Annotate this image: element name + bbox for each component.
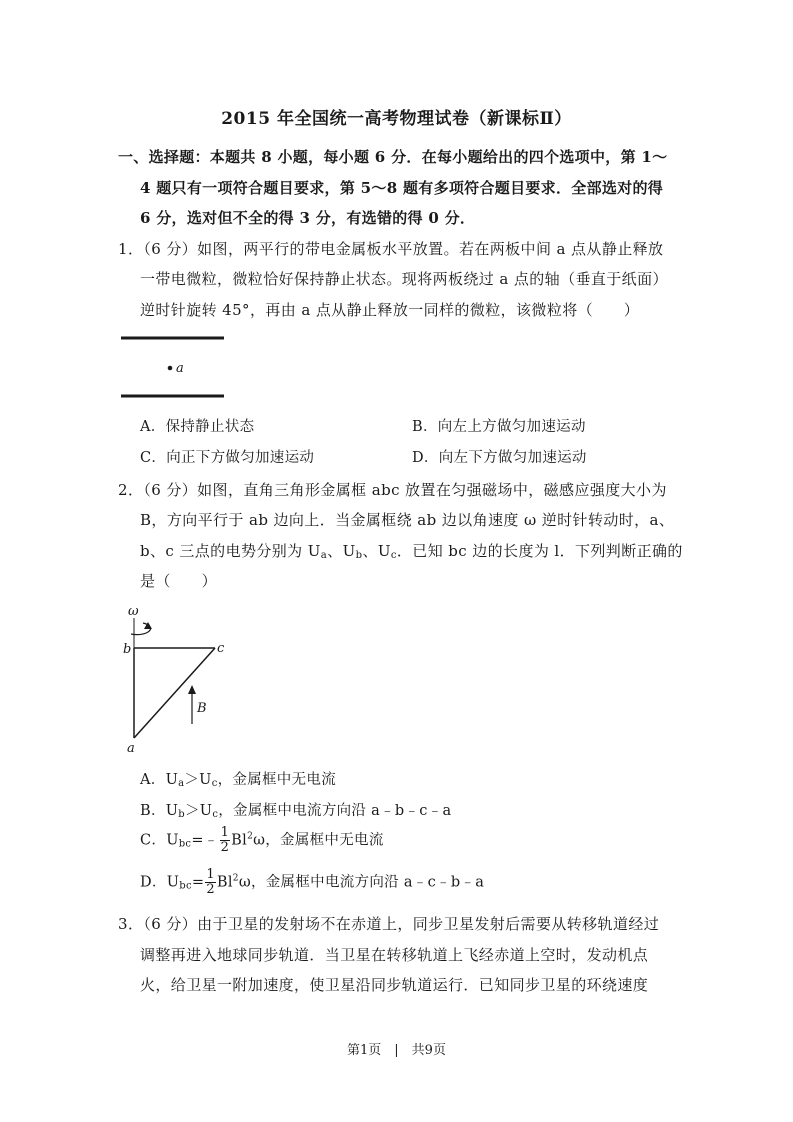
section-heading-line1: 一、选择题：本题共 8 小题，每小题 6 分．在每小题给出的四个选项中，第 1～	[118, 148, 668, 166]
q2-option-a: A．$U_a>U_c$，金属框中无电流	[140, 772, 336, 789]
section-heading-line2: 4 题只有一项符合题目要求，第 5～8 题有多项符合题目要求．全部选对的得	[140, 179, 664, 197]
q2-stem-line4: 是（ ）	[140, 572, 218, 590]
point-a-label: a	[176, 361, 184, 376]
edge-ac	[134, 648, 215, 738]
q1-stem-line2: 一带电微粒，微粒恰好保持静止状态。现将两板绕过 a 点的轴（垂直于纸面）	[140, 270, 668, 288]
q1-option-c: C．向正下方做匀加速运动	[140, 450, 315, 466]
field-b-label: B	[197, 701, 207, 716]
particle-point-a	[168, 366, 173, 371]
vertex-b-label: b	[123, 642, 132, 657]
q2-stem-line2: B，方向平行于 ab 边向上．当金属框绕 ab 边以角速度 ω 逆时针转动时，a、	[140, 511, 675, 529]
page-title: 2015 年全国统一高考物理试卷（新课标Ⅱ）	[221, 109, 572, 129]
q1-stem-line3: 逆时针旋转 45°，再由 a 点从静止释放一同样的微粒，该微粒将（ ）	[140, 301, 640, 319]
q2-option-d: D．$U_{bc}=$ $\frac{1}{2}$ Bl$^2$ω，金属框中电流方向沿 a﹣c﹣b﹣a	[140, 867, 485, 897]
q2-stem-line1: 2．（6 分）如图，直角三角形金属框 abc 放置在匀强磁场中，磁感应强度大小为	[118, 481, 667, 499]
q1-stem-line1: 1．（6 分）如图，两平行的带电金属板水平放置。若在两板中间 a 点从静止释放	[118, 240, 664, 258]
q3-stem-line2: 调整再进入地球同步轨道．当卫星在转移轨道上飞经赤道上空时，发动机点	[140, 946, 649, 964]
omega-label: ω	[128, 604, 139, 619]
q2-stem-line3: b、c 三点的电势分别为 $U_a$、$U_b$、$U_c$．已知 bc 边的长度为 l．下列判断正确的	[140, 542, 683, 561]
q1-option-d: D．向左下方做匀加速运动	[412, 450, 587, 466]
q3-stem-line1: 3．（6 分）由于卫星的发射场不在赤道上，同步卫星发射后需要从转移轨道经过	[118, 915, 660, 933]
vertex-c-label: c	[217, 641, 225, 656]
q1-option-b: B．向左上方做匀加速运动	[412, 419, 586, 435]
q1-parallel-plates-figure	[118, 332, 238, 404]
fraction-one-half: $\frac{1}{2}$	[220, 825, 230, 855]
vertex-a-label: a	[127, 741, 135, 756]
fraction-one-half: $\frac{1}{2}$	[206, 867, 215, 897]
q2-triangle-frame-figure	[118, 600, 238, 756]
q2-option-b: B．$U_b>U_c$，金属框中电流方向沿 a﹣b﹣c﹣a	[140, 803, 452, 820]
q2-option-c: C．$U_{bc}=﹣$ $\frac{1}{2}$ Bl$^2$ω，金属框中无电流	[140, 825, 384, 855]
page-footer: 第1页 | 共9页	[347, 1043, 446, 1058]
magnetic-field-arrowhead-icon	[188, 685, 196, 694]
section-heading-line3: 6 分，选对但不全的得 3 分，有选错的得 0 分．	[140, 209, 476, 227]
q1-option-a: A．保持静止状态	[140, 419, 255, 435]
q3-stem-line3: 火，给卫星一附加速度，使卫星沿同步轨道运行．已知同步卫星的环绕速度	[140, 976, 649, 994]
